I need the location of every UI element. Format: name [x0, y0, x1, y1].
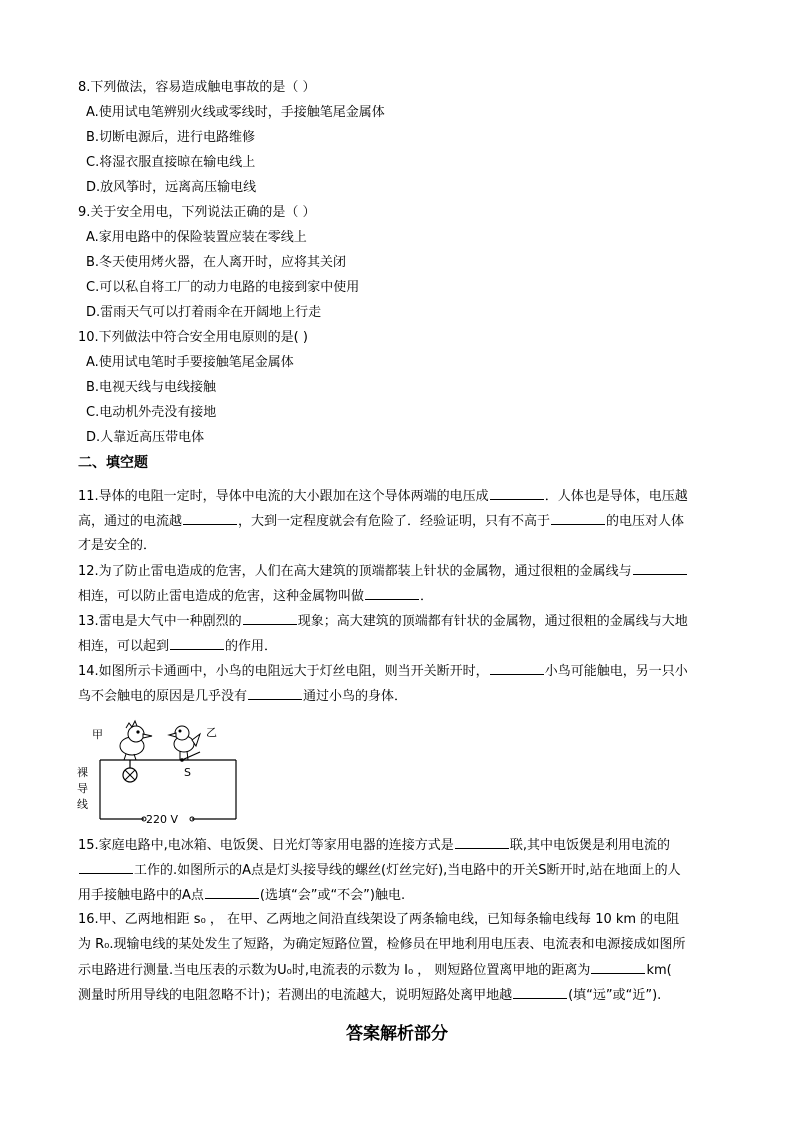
q11-line-3: 才是安全的． — [78, 538, 157, 553]
q14-line-1 — [78, 662, 688, 681]
q14-text: 通过小鸟的身体． — [303, 689, 408, 704]
q14-text: 14.如图所示卡通画中，小鸟的电阻远大于灯丝电阻，则当开关断开时， — [78, 664, 489, 679]
q13-text: 现象；高大建筑的顶端都有针状的金属物，通过很粗的金属线与大地 — [297, 614, 688, 629]
q15-line-3 — [78, 886, 405, 905]
q14-text: 小鸟可能触电，另一只小 — [544, 664, 688, 679]
bird-yi-label: 乙 — [206, 726, 217, 739]
answer-blank[interactable] — [551, 512, 605, 525]
q9-stem: 9.关于安全用电，下列说法正确的是（ ） — [78, 205, 316, 220]
answer-blank[interactable] — [365, 587, 419, 600]
q12-text: 相连，可以防止雷电造成的危害，这种金属物叫做 — [78, 589, 365, 604]
q14-line-2 — [78, 687, 407, 706]
wire-label-3: 线 — [77, 798, 88, 811]
q13-line-1 — [78, 612, 688, 631]
answer-blank[interactable] — [455, 836, 509, 849]
q15-text: 工作的.如图所示的A点是灯头接导线的螺丝(灯丝完好),当电路中的开关S断开时,站在地面上的人 — [134, 863, 681, 878]
q10-option-b: B.电视天线与电线接触 — [86, 380, 217, 395]
q15-text: 联,其中电饭煲是利用电流的 — [509, 838, 670, 853]
answer-blank[interactable] — [170, 637, 224, 650]
bird-jia-label: 甲 — [92, 728, 103, 741]
q12-text: ． — [420, 589, 434, 604]
wire-label-2: 导 — [77, 782, 88, 795]
answer-blank[interactable] — [205, 886, 259, 899]
answer-blank[interactable] — [513, 986, 567, 999]
q12-text: 12.为了防止雷电造成的危害，人们在高大建筑的顶端都装上针状的金属物，通过很粗的金属线与 — [78, 564, 632, 579]
q16-line-1: 16.甲、乙两地相距 s₀ ， 在甲、乙两地之间沿直线架设了两条输电线，已知每条输电线每 10 km 的电阻 — [78, 912, 680, 927]
answer-blank[interactable] — [591, 961, 645, 974]
wire-label-1: 裸 — [77, 766, 88, 779]
voltage-label: 220 V — [146, 813, 179, 826]
q13-text: 的作用． — [225, 639, 278, 654]
answer-blank[interactable] — [183, 512, 237, 525]
answer-blank[interactable] — [243, 612, 297, 625]
q16-line-4 — [78, 986, 661, 1005]
q13-text: 相连，可以起到 — [78, 639, 170, 654]
q10-option-c: C.电动机外壳没有接地 — [86, 405, 217, 420]
answer-blank[interactable] — [490, 662, 544, 675]
q15-line-1 — [78, 836, 670, 855]
q9-option-d: D.雷雨天气可以打着雨伞在开阔地上行走 — [86, 305, 322, 320]
bird-circuit-figure — [74, 718, 244, 828]
q11-text: ．人体也是导体，电压越 — [544, 489, 688, 504]
q12-line-1 — [78, 562, 688, 581]
q11-text: 11.导体的电阻一定时，导体中电流的大小跟加在这个导体两端的电压成 — [78, 489, 489, 504]
q12-line-2 — [78, 587, 433, 606]
answer-blank[interactable] — [633, 562, 687, 575]
q16-text: 示电路进行测量.当电压表的示数为U₀时,电流表的示数为 I₀ ， 则短路位置离甲地的距离为 — [78, 963, 591, 978]
q15-text: 15.家庭电路中,电冰箱、电饭煲、日光灯等家用电器的连接方式是 — [78, 838, 454, 853]
q8-option-d: D.放风筝时，远离高压输电线 — [86, 180, 257, 195]
q11-line-1 — [78, 487, 688, 506]
q15-text: 用手接触电路中的A点 — [78, 888, 204, 903]
q16-text: 测量时所用导线的电阻忽略不计)；若测出的电流越大，说明短路处离甲地越 — [78, 988, 513, 1003]
q9-option-a: A.家用电路中的保险装置应装在零线上 — [86, 230, 307, 245]
q16-line-3 — [78, 961, 672, 980]
q9-option-b: B.冬天使用烤火器，在人离开时，应将其关闭 — [86, 255, 347, 270]
q13-line-2 — [78, 637, 277, 656]
q16-text: (填“远”或“近”). — [568, 988, 662, 1003]
switch-label: S — [184, 766, 191, 779]
answer-blank[interactable] — [490, 487, 544, 500]
q16-line-2: 为 R₀.现输电线的某处发生了短路，为确定短路位置，检修员在甲地利用电压表、电流表和电源接成如图所 — [78, 937, 686, 952]
q8-option-b: B.切断电源后，进行电路维修 — [86, 130, 256, 145]
q10-stem: 10.下列做法中符合安全用电原则的是( ) — [78, 330, 308, 345]
q13-text: 13.雷电是大气中一种剧烈的 — [78, 614, 242, 629]
q15-line-2 — [78, 861, 681, 880]
q11-text: ，大到一定程度就会有危险了．经验证明，只有不高于 — [238, 514, 551, 529]
q11-text: 的电压对人体 — [606, 514, 685, 529]
q10-option-a: A.使用试电笔时手要接触笔尾金属体 — [86, 355, 294, 370]
q15-text: (选填“会”或“不会”)触电. — [259, 888, 406, 903]
q16-text: km( — [646, 963, 672, 978]
q8-stem: 8.下列做法，容易造成触电事故的是（ ） — [78, 80, 316, 95]
answer-blank[interactable] — [79, 861, 133, 874]
q10-option-d: D.人靠近高压带电体 — [86, 430, 205, 445]
q11-line-2 — [78, 512, 684, 531]
section-heading: 二、填空题 — [78, 455, 148, 471]
answer-section-title: 答案解析部分 — [346, 1024, 448, 1044]
q8-option-a: A.使用试电笔辨别火线或零线时，手接触笔尾金属体 — [86, 105, 385, 120]
q14-text: 鸟不会触电的原因是几乎没有 — [78, 689, 248, 704]
q8-option-c: C.将湿衣服直接晾在输电线上 — [86, 155, 256, 170]
answer-blank[interactable] — [248, 687, 302, 700]
q11-text: 高，通过的电流越 — [78, 514, 183, 529]
q9-option-c: C.可以私自将工厂的动力电路的电接到家中使用 — [86, 280, 360, 295]
